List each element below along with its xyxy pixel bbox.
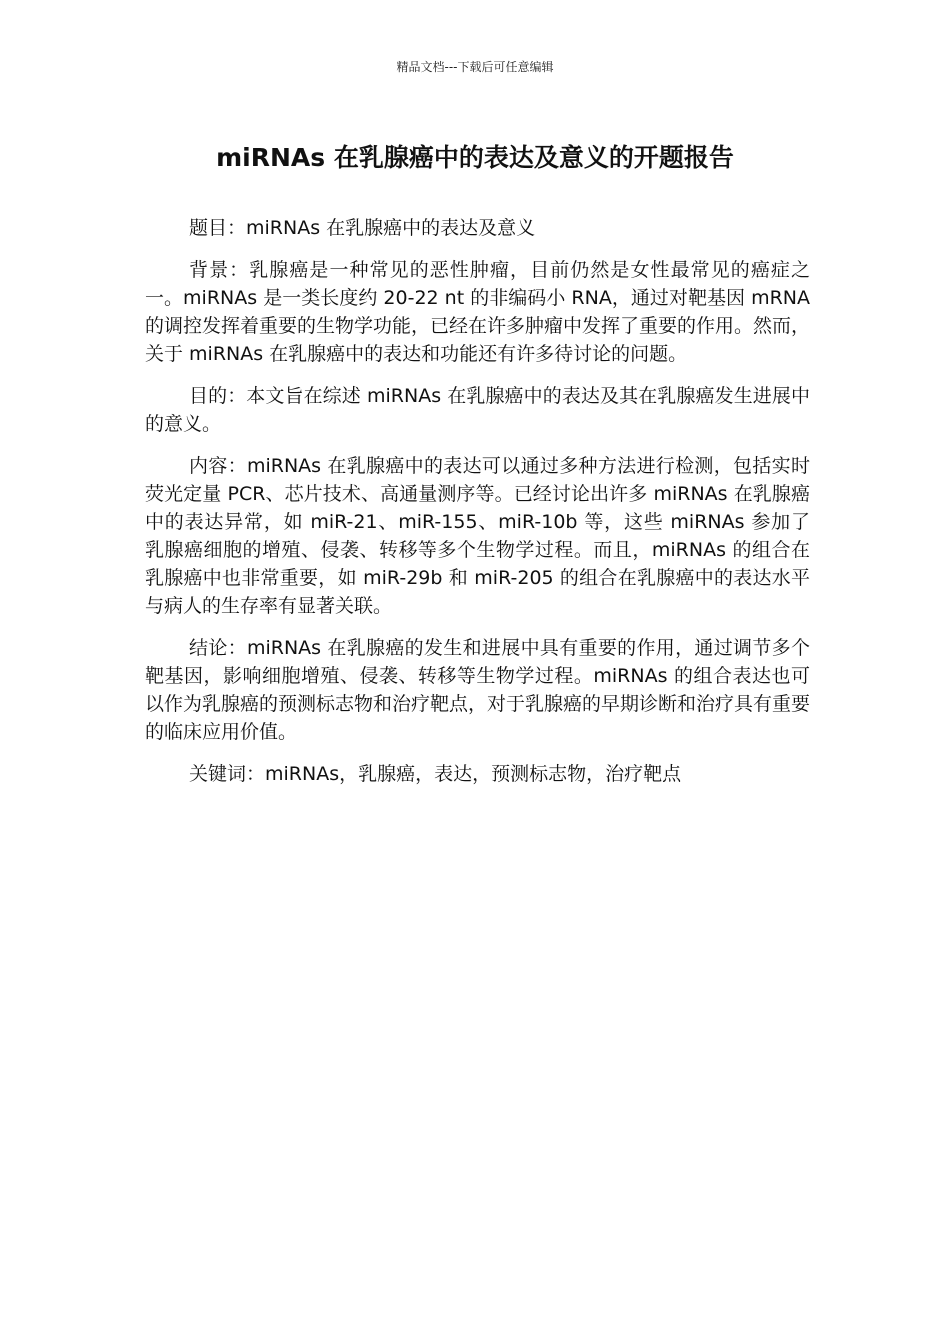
paragraph-label: 内容： (189, 455, 247, 477)
paragraph-text: miRNAs，乳腺癌，表达，预测标志物，治疗靶点 (265, 763, 682, 785)
document-body (145, 214, 810, 802)
paragraph-label: 目的： (189, 385, 247, 407)
paragraph-label: 关键词： (189, 763, 266, 785)
paragraph-text: 乳腺癌是一种常见的恶性肿瘤，目前仍然是女性最常见的癌症之一。miRNAs 是一类长度约 20-22 nt 的非编码小 RNA，通过对靶基因 mRNA 的调控发挥着重要的生物学功能，已经在许多肿瘤中发挥了重要的作用。然而，关于 miRNAs 在乳腺癌中的表达和功能还有许多待讨论的问题。 (145, 259, 811, 365)
paragraph-label: 背景： (189, 259, 250, 281)
paragraph-content (145, 452, 810, 620)
paragraph-text: 本文旨在综述 miRNAs 在乳腺癌中的表达及其在乳腺癌发生进展中的意义。 (145, 385, 810, 435)
paragraph-label: 题目： (189, 217, 247, 239)
paragraph-text: miRNAs 在乳腺癌的发生和进展中具有重要的作用，通过调节多个靶基因，影响细胞增殖、侵袭、转移等生物学过程。miRNAs 的组合表达也可以作为乳腺癌的预测标志物和治疗靶点，对于乳腺癌的早期诊断和治疗具有重要的临床应用价值。 (145, 637, 811, 743)
paragraph-topic (145, 214, 810, 242)
paragraph-keywords (145, 760, 810, 788)
paragraph-text: miRNAs 在乳腺癌中的表达可以通过多种方法进行检测，包括实时荧光定量 PCR、芯片技术、高通量测序等。已经讨论出许多 miRNAs 在乳腺癌中的表达异常，如 miR-21、miR-155、miR-10b 等，这些 miRNAs 参加了乳腺癌细胞的增殖、侵袭、转移等多个生物学过程。而且，miRNAs 的组合在乳腺癌中也非常重要，如 miR-29b 和 miR-205 的组合在乳腺癌中的表达水平与病人的生存率有显著关联。 (145, 455, 810, 617)
paragraph-background (145, 256, 810, 368)
paragraph-purpose (145, 382, 810, 438)
paragraph-label: 结论： (189, 637, 247, 659)
document-title: miRNAs 在乳腺癌中的表达及意义的开题报告 (216, 143, 734, 172)
page-header: 精品文档---下载后可任意编辑 (396, 60, 554, 74)
paragraph-text: miRNAs 在乳腺癌中的表达及意义 (246, 217, 536, 239)
paragraph-conclusion (145, 634, 810, 746)
